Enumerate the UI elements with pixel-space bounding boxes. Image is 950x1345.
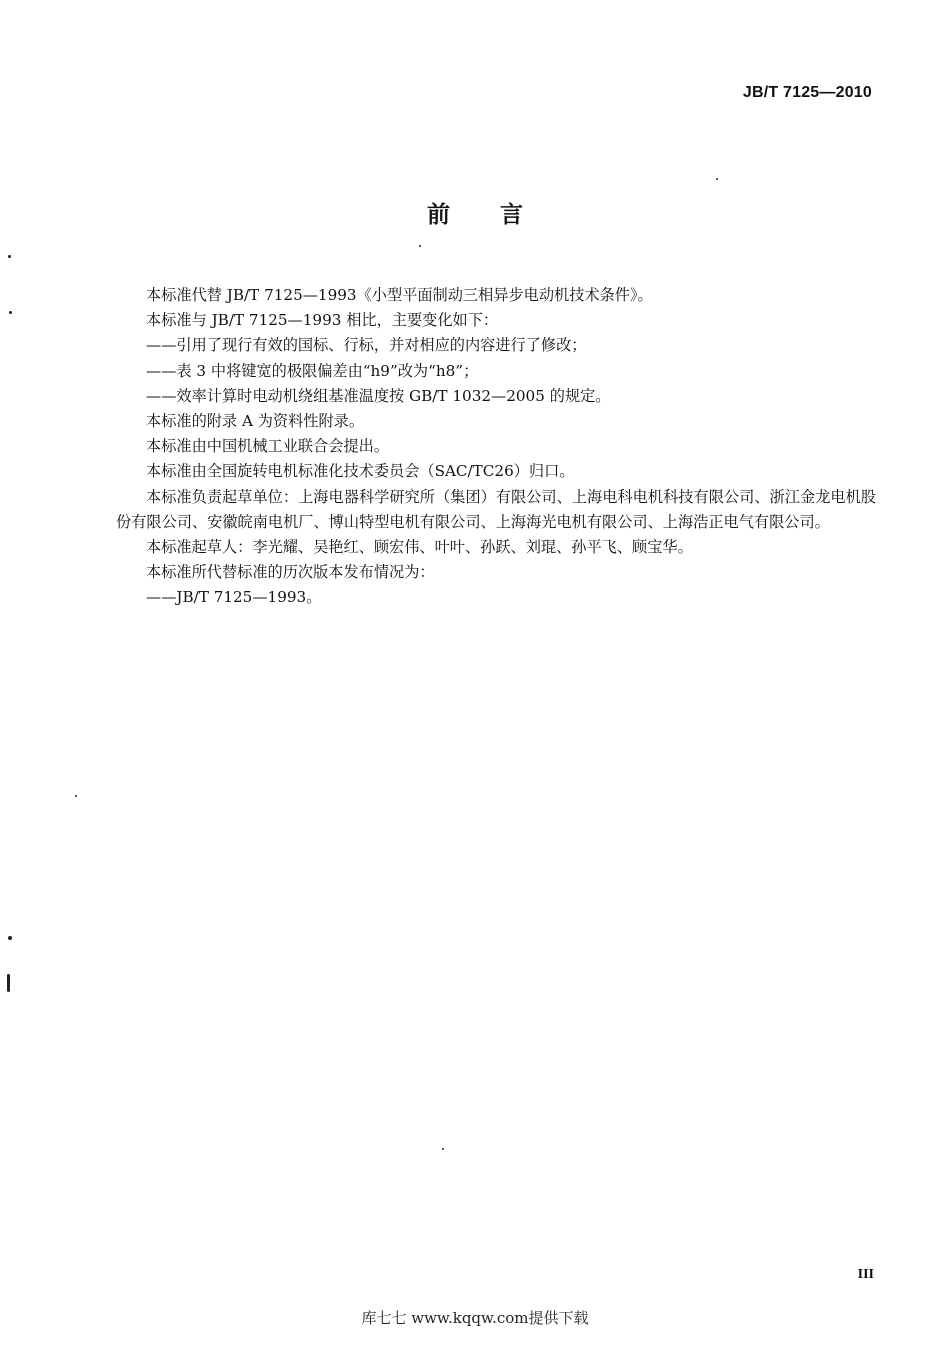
scan-speck	[442, 1148, 444, 1150]
paragraph-version-history: 本标准所代替标准的历次版本发布情况为：	[146, 563, 435, 582]
list-item-change-1: ——引用了现行有效的国标、行标，并对相应的内容进行了修改；	[146, 336, 587, 355]
list-item-change-3: ——效率计算时电动机绕组基准温度按 GB/T 1032—2005 的规定。	[146, 386, 611, 405]
page-number: III	[857, 1267, 874, 1282]
list-item-change-2: ——表 3 中将键宽的极限偏差由“h9”改为“h8”；	[146, 361, 479, 380]
scan-speck	[716, 178, 718, 180]
paragraph-drafters: 本标准起草人：李光耀、吴艳红、顾宏伟、叶叶、孙跃、刘琨、孙平飞、顾宝华。	[146, 538, 693, 557]
paragraph-appendix: 本标准的附录 A 为资料性附录。	[146, 412, 365, 431]
scan-speck	[8, 255, 11, 258]
paragraph-changes-intro: 本标准与 JB/T 7125—1993 相比，主要变化如下：	[146, 311, 499, 330]
scan-speck	[419, 245, 421, 247]
scan-speck	[75, 795, 77, 797]
page-title: 前言	[427, 202, 573, 228]
download-watermark: 库七七 www.kqqw.com提供下载	[361, 1309, 589, 1327]
scan-speck	[8, 936, 12, 940]
standard-number: JB/T 7125—2010	[742, 84, 872, 101]
paragraph-centralized-by: 本标准由全国旋转电机标准化技术委员会（SAC/TC26）归口。	[146, 462, 575, 481]
list-item-previous-version: ——JB/T 7125—1993。	[146, 588, 322, 607]
scan-speck	[9, 311, 12, 314]
paragraph-proposed-by: 本标准由中国机械工业联合会提出。	[146, 437, 389, 456]
paragraph-drafting-units: 本标准负责起草单位：上海电器科学研究所（集团）有限公司、上海电科电机科技有限公司、浙江金龙电机股份有限公司、安徽皖南电机厂、博山特型电机有限公司、上海海光电机有限公司、上海浩正电气有限公司。	[116, 487, 876, 531]
paragraph-replaces: 本标准代替 JB/T 7125—1993《小型平面制动三相异步电动机技术条件》。	[146, 286, 653, 304]
foreword-body	[116, 283, 876, 611]
scan-speck	[7, 974, 10, 992]
